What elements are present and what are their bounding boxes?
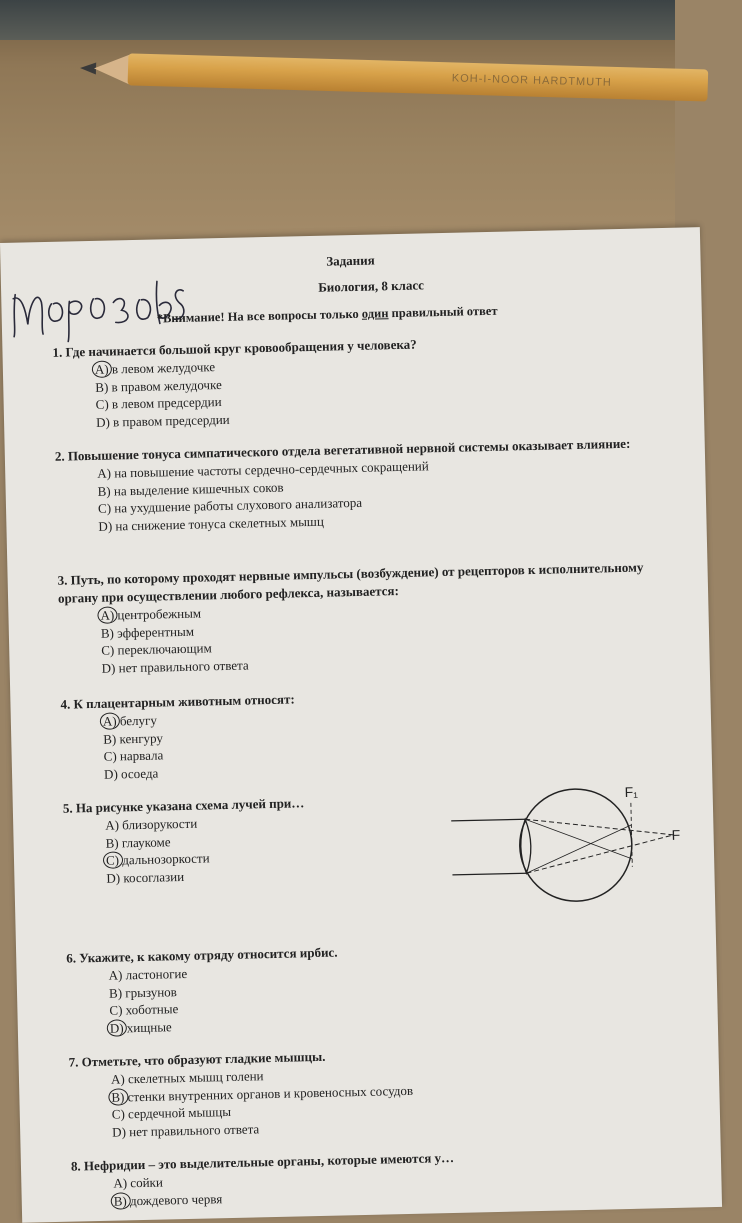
option-a: A) близорукости xyxy=(105,815,198,833)
ray-diagram-drawing xyxy=(444,777,697,903)
option-d: D) косоглазии xyxy=(106,868,185,886)
notice-underlined-word: один xyxy=(361,306,389,321)
question-title: 4. К плацентарным животным относят: xyxy=(60,691,295,712)
option-d: D) на снижение тонуса скелетных мышц xyxy=(98,513,324,534)
question-title: 3. Путь, по которому проходят нервные импульсы (возбуждение) от рецепторов к исполнительному органу при осуществлении любого рефлекса, называется: xyxy=(57,559,644,606)
pencil-sharpened-wood xyxy=(94,52,133,85)
answer-circle xyxy=(111,1192,131,1209)
option-a: A) на повышение частоты сердечно-сердечных сокращений xyxy=(97,458,429,481)
option-b: B) кенгуру xyxy=(103,729,164,747)
option-text: A) белугу xyxy=(102,712,158,729)
desk-edge xyxy=(0,0,675,40)
option-d: D) нет правильного ответа xyxy=(112,1120,260,1140)
option-c: C) переключающим xyxy=(101,640,212,658)
option-a: A) скелетных мышц голени xyxy=(110,1068,264,1087)
question-7 xyxy=(68,1040,690,1142)
question-title: 2. Повышение тонуса симпатического отдела вегетативной нервной системы оказывает влияние: xyxy=(54,435,631,464)
question-8 xyxy=(71,1144,692,1211)
answer-circle xyxy=(108,1088,128,1105)
notice-text-2: правильный ответ xyxy=(388,303,498,321)
option-c: C) нарвала xyxy=(103,747,164,764)
option-b: B) эфферентным xyxy=(100,623,195,641)
option-a: A) сойки xyxy=(113,1174,163,1191)
option-d: D) в правом предсердии xyxy=(95,411,230,430)
question-title: 7. Отметьте, что образуют гладкие мышцы. xyxy=(68,1048,326,1070)
label-f: F xyxy=(671,826,681,843)
option-text: A) в левом желудочке xyxy=(94,359,216,377)
option-c: C) в левом предсердии xyxy=(95,394,222,412)
option-d: D) осоеда xyxy=(103,765,159,782)
option-text: C) дальнозоркости xyxy=(105,850,210,868)
notice-text-1: *Внимание! На все вопросы только xyxy=(156,306,362,326)
test-sheet xyxy=(0,227,722,1223)
sheet-subtitle: Биология, 8 класс xyxy=(318,277,425,295)
option-text: B) дождевого червя xyxy=(113,1190,223,1209)
question-6 xyxy=(66,936,688,1038)
option-b: B) в правом желудочке xyxy=(95,376,222,395)
option-d: D) нет правильного ответа xyxy=(101,656,249,676)
question-2 xyxy=(55,434,677,536)
label-f1: F₁ xyxy=(624,783,639,800)
sheet-title: Задания xyxy=(326,252,375,269)
question-4 xyxy=(60,682,682,784)
option-b: B) грызунов xyxy=(108,983,177,1001)
eye-ray-diagram xyxy=(444,777,697,903)
option-text: A) центробежным xyxy=(100,605,202,623)
question-title: 6. Укажите, к какому отряду относится ирбис. xyxy=(66,944,338,966)
option-a: A) ластоногие xyxy=(108,965,188,983)
option-b: B) глаукоме xyxy=(105,833,171,851)
question-title: 5. На рисунке указана схема лучей при… xyxy=(62,795,305,816)
question-title: 1. Где начинается большой круг кровообращения у человека? xyxy=(52,336,417,360)
question-3 xyxy=(57,558,679,678)
question-1 xyxy=(52,330,674,432)
option-text: B) стенки внутренних органов и кровеносных сосудов xyxy=(111,1082,414,1105)
option-c: C) на ухудшение работы слухового анализатора xyxy=(97,494,363,516)
attention-notice xyxy=(157,304,498,327)
option-c: C) хоботные xyxy=(109,1001,179,1018)
question-title: 8. Нефридии – это выделительные органы, которые имеются у… xyxy=(70,1149,455,1174)
option-text: D) хищные xyxy=(109,1018,172,1036)
pencil-brand-text: KOH-I-NOOR HARDTMUTH xyxy=(451,72,612,89)
option-c: C) сердечной мышцы xyxy=(111,1103,232,1122)
answer-circle xyxy=(107,1019,127,1036)
option-b: B) на выделение кишечных соков xyxy=(97,479,284,499)
